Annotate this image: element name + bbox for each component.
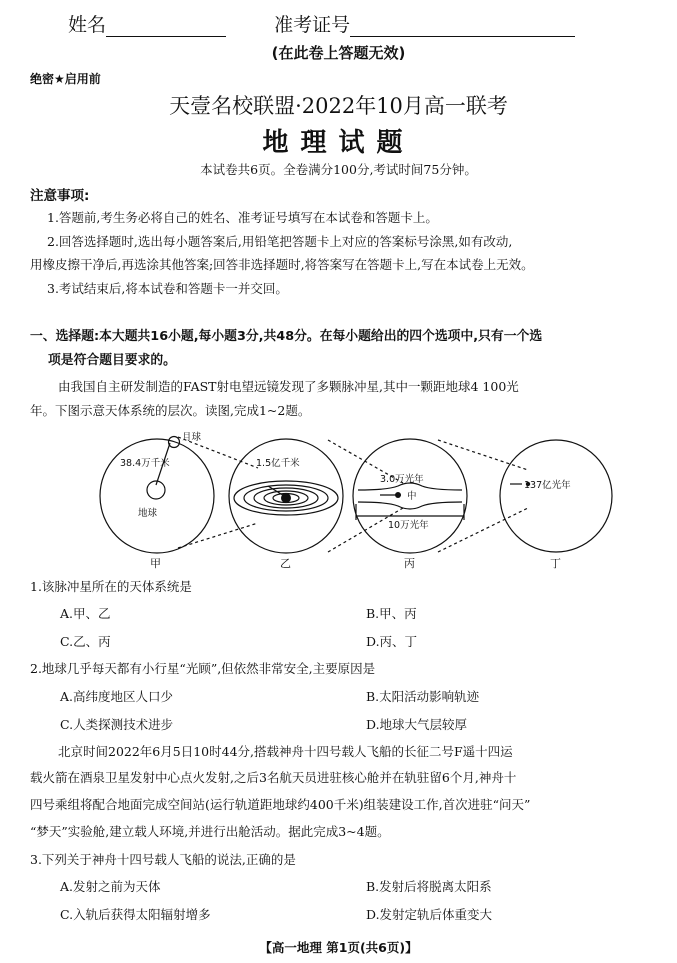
- figure-label: 地球: [138, 508, 158, 519]
- section-heading: 一、选择题:本大题共16小题,每小题3分,共48分。在每小题给出的四个选项中,只有一个选: [30, 329, 543, 344]
- passage-line: 北京时间2022年6月5日10时44分,搭载神舟十四号载人飞船的长征二号F遥十四运: [58, 744, 513, 759]
- figure-label: 1.5亿千米: [256, 458, 300, 469]
- panel-label: 丁: [550, 557, 561, 570]
- panel-label: 乙: [280, 557, 291, 570]
- option-b[interactable]: B.发射后将脱离太阳系: [366, 879, 492, 894]
- instruction-item: 1.答题前,考生务必将自己的姓名、准考证号填写在本试卷和答题卡上。: [47, 210, 438, 225]
- passage-line: 四号乘组将配合地面完成空间站(运行轨道距地球约400千米)组装建设工作,首次进驻“问天”: [30, 797, 531, 812]
- figure-label: 38.4万千米: [120, 458, 170, 469]
- secret-mark: 绝密★启用前: [30, 72, 101, 86]
- question-stem: 2.地球几乎每天都有小行星“光顾”,但依然非常安全,主要原因是: [30, 661, 376, 676]
- exam-info: 本试卷共6页。全卷满分100分,考试时间75分钟。: [200, 162, 477, 177]
- subject-title: 地理试题: [262, 128, 415, 158]
- passage-line: 由我国自主研发制造的FAST射电望远镜发现了多颗脉冲星,其中一颗距地球4 100光: [58, 379, 519, 394]
- instruction-item: 3.考试结束后,将本试卷和答题卡一并交回。: [47, 281, 288, 296]
- section-heading-cont: 项是符合题目要求的。: [48, 353, 176, 368]
- page-footer: 【高一地理 第1页(共6页)】: [259, 940, 418, 955]
- id-blank[interactable]: [350, 18, 575, 37]
- answer-notice: (在此卷上答题无效): [271, 44, 406, 62]
- option-c[interactable]: C.乙、丙: [60, 634, 111, 649]
- passage-line: “梦天”实验舱,建立载人环境,并进行出舱活动。据此完成3~4题。: [30, 824, 390, 839]
- option-c[interactable]: C.入轨后获得太阳辐射增多: [60, 907, 211, 922]
- option-a[interactable]: A.甲、乙: [60, 606, 111, 621]
- instruction-item: 用橡皮擦干净后,再选涂其他答案;回答非选择题时,将答案写在答题卡上,写在本试卷上无效。: [30, 257, 534, 272]
- option-d[interactable]: D.发射定轨后体重变大: [366, 907, 493, 922]
- passage-line: 年。下图示意天体系统的层次。读图,完成1~2题。: [30, 403, 311, 418]
- instruction-item: 2.回答选择题时,选出每小题答案后,用铅笔把答题卡上对应的答案标号涂黑,如有改动,: [47, 234, 513, 249]
- name-blank[interactable]: [106, 18, 226, 37]
- option-b[interactable]: B.甲、丙: [366, 606, 417, 621]
- figure-label: 3.0万光年: [380, 474, 424, 485]
- passage-line: 载火箭在酒泉卫星发射中心点火发射,之后3名航天员进驻核心舱并在轨驻留6个月,神舟十: [30, 770, 517, 785]
- celestial-system-figure: [98, 428, 618, 570]
- figure-label: 10万光年: [388, 520, 429, 531]
- question-stem: 1.该脉冲星所在的天体系统是: [30, 579, 192, 594]
- figure-label: 月球: [182, 432, 202, 443]
- question-stem: 3.下列关于神舟十四号载人飞船的说法,正确的是: [30, 852, 296, 867]
- option-b[interactable]: B.太阳活动影响轨迹: [366, 689, 480, 704]
- option-d[interactable]: D.丙、丁: [366, 634, 418, 649]
- panel-label: 丙: [404, 557, 415, 570]
- option-c[interactable]: C.人类探测技术进步: [60, 717, 174, 732]
- instructions-heading: 注意事项:: [30, 188, 90, 204]
- exam-name: 天壹名校联盟·2022年10月高一联考: [169, 94, 508, 118]
- panel-jia-circle: [100, 439, 214, 553]
- sun-icon: [281, 493, 291, 503]
- name-label: 姓名: [68, 14, 107, 36]
- id-label: 准考证号: [274, 14, 351, 36]
- solar-position-icon: [395, 492, 401, 498]
- panel-ding-circle: [500, 440, 612, 552]
- option-d[interactable]: D.地球大气层较厚: [366, 717, 468, 732]
- figure-label: 中: [407, 491, 417, 502]
- figure-label: 137亿光年: [524, 480, 571, 491]
- option-a[interactable]: A.高纬度地区人口少: [60, 689, 174, 704]
- panel-label: 甲: [150, 557, 161, 570]
- option-a[interactable]: A.发射之前为天体: [60, 879, 161, 894]
- candidate-fields: [68, 10, 575, 37]
